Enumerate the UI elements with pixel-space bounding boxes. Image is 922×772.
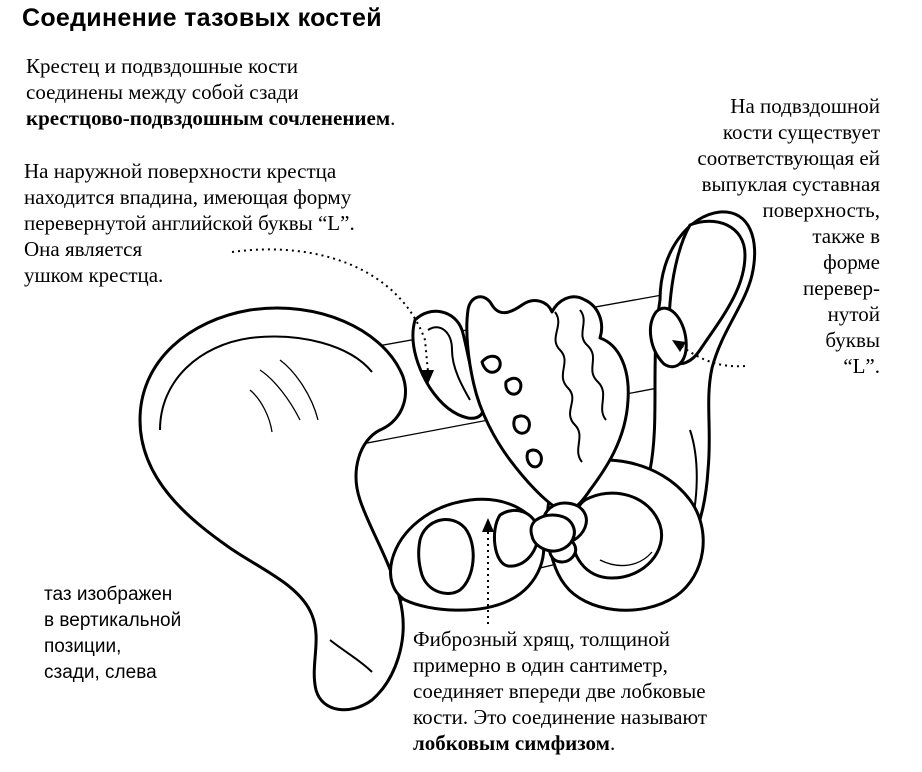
- ilium-note-line-11: “L”.: [843, 354, 880, 378]
- orientation-note-line-2: в вертикальной: [44, 610, 182, 631]
- sacrum-note: [24, 158, 355, 288]
- ilium-note-line-10: буквы: [825, 328, 880, 352]
- intro-text: [26, 53, 395, 131]
- sacrum-note-line-1: На наружной поверхности крестца: [24, 159, 337, 183]
- intro-bold-suffix: .: [390, 106, 396, 130]
- sacrum-note-line-3: перевернутой английской буквы “L”.: [24, 211, 355, 235]
- ilium-note-line-8: перевер-: [803, 276, 880, 300]
- ilium-note-line-6: также в: [812, 224, 880, 248]
- ilium-note-line-9: нутой: [827, 302, 880, 326]
- page-title: Соединение тазовых костей: [22, 4, 382, 32]
- symphysis-note-line-2: примерно в один сантиметр,: [413, 653, 668, 677]
- symphysis-bold-suffix: .: [609, 731, 616, 755]
- ilium-note-line-4: выпуклая суставная: [701, 172, 880, 196]
- ilium-note-line-5: поверхность,: [762, 198, 880, 222]
- ilium-note-line-7: форме: [823, 250, 880, 274]
- symphysis-bold-line: [413, 730, 707, 756]
- sacrum-note-line-2: находится впадина, имеющая форму: [24, 185, 352, 209]
- orientation-note-line-3: позиции,: [44, 636, 122, 657]
- intro-line-2: соединены между собой сзади: [26, 80, 299, 104]
- intro-line-1: Крестец и подвздошные кости: [26, 54, 298, 78]
- symphysis-note-line-3: соединяет впереди две лобковые: [413, 679, 706, 703]
- left-pubis: [391, 499, 544, 610]
- sacrum-note-line-5: ушком крестца.: [24, 263, 164, 287]
- ilium-note-line-3: соответствующая ей: [697, 146, 880, 170]
- sacrum-note-line-4: Она является: [24, 237, 143, 261]
- orientation-note: [44, 582, 181, 686]
- intro-bold-term: крестцово-подвздошным сочленением: [26, 106, 391, 130]
- ilium-note-line-1: На подвздошной: [730, 94, 880, 118]
- symphysis-note-line-1: Фиброзный хрящ, толщиной: [413, 627, 670, 651]
- pubic-symphysis: [531, 515, 574, 551]
- symphysis-note: [413, 626, 707, 756]
- symphysis-bold-term: лобковым симфизом: [413, 731, 610, 755]
- ilium-note: [697, 93, 880, 379]
- orientation-note-line-4: сзади, слева: [44, 662, 157, 683]
- intro-bold-line: [26, 105, 395, 131]
- ilium-note-line-2: кости существует: [722, 120, 880, 144]
- symphysis-note-line-4: кости. Это соединение называют: [413, 705, 708, 729]
- orientation-note-line-1: таз изображен: [44, 584, 173, 605]
